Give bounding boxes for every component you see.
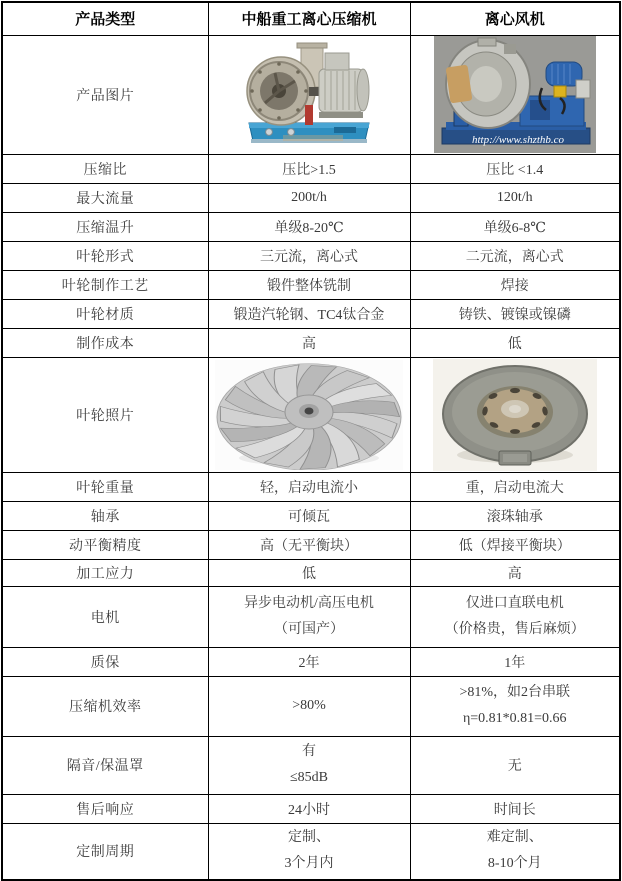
row-label: 定制周期 [2, 823, 208, 880]
row-label: 叶轮材质 [2, 299, 208, 328]
row-impeller-material [2, 299, 620, 328]
value-cell: 无 [410, 736, 620, 794]
row-label: 压缩比 [2, 154, 208, 183]
value-cell: 1年 [410, 647, 620, 676]
value-cell: 低 [410, 328, 620, 357]
row-impeller-process [2, 270, 620, 299]
row-customization-period [2, 823, 620, 880]
header-fan: 离心风机 [410, 2, 620, 35]
row-compression-ratio [2, 154, 620, 183]
value-cell: 单级8-20℃ [208, 212, 410, 241]
value-cell: 低 [208, 559, 410, 586]
row-motor [2, 586, 620, 647]
value-cell: 有 ≤85dB [208, 736, 410, 794]
row-label: 叶轮制作工艺 [2, 270, 208, 299]
value-cell: 铸铁、镀镍或镍磷 [410, 299, 620, 328]
header-product-type: 产品类型 [2, 2, 208, 35]
value-cell: 高（无平衡块） [208, 530, 410, 559]
machined-impeller-photo [215, 360, 403, 470]
row-aftersales-response [2, 794, 620, 823]
row-machining-stress [2, 559, 620, 586]
value-cell: 可倾瓦 [208, 501, 410, 530]
value-cell: >80% [208, 676, 410, 736]
row-label: 轴承 [2, 501, 208, 530]
row-label: 电机 [2, 586, 208, 647]
value-cell: 锻造汽轮钢、TC4钛合金 [208, 299, 410, 328]
value-cell: 滚珠轴承 [410, 501, 620, 530]
value-cell: >81%，如2台串联 η=0.81*0.81=0.66 [410, 676, 620, 736]
value-cell: 轻，启动电流小 [208, 472, 410, 501]
row-impeller-photos [2, 357, 620, 472]
value-cell: 重，启动电流大 [410, 472, 620, 501]
value-cell: 时间长 [410, 794, 620, 823]
row-temp-rise [2, 212, 620, 241]
row-label: 叶轮形式 [2, 241, 208, 270]
value-cell: 120t/h [410, 183, 620, 212]
fan-photo [434, 36, 596, 153]
row-bearing [2, 501, 620, 530]
row-sound-insulation [2, 736, 620, 794]
row-label: 售后响应 [2, 794, 208, 823]
value-cell: 异步电动机/高压电机 （可国产） [208, 586, 410, 647]
fan-photo-watermark: http://www.shzthb.co [471, 134, 564, 146]
value-cell: 2年 [208, 647, 410, 676]
row-label: 动平衡精度 [2, 530, 208, 559]
value-cell: 难定制、 8-10个月 [410, 823, 620, 880]
value-cell: 仅进口直联电机 （价格贵，售后麻烦） [410, 586, 620, 647]
row-label: 质保 [2, 647, 208, 676]
value-cell: 高 [208, 328, 410, 357]
row-production-cost [2, 328, 620, 357]
row-warranty [2, 647, 620, 676]
fan-photo-cell [410, 35, 620, 154]
row-impeller-type [2, 241, 620, 270]
header-row [2, 2, 620, 35]
row-label: 叶轮照片 [2, 357, 208, 472]
value-cell: 压比 <1.4 [410, 154, 620, 183]
row-label: 压缩机效率 [2, 676, 208, 736]
cast-impeller-cell [410, 357, 620, 472]
value-cell: 定制、 3个月内 [208, 823, 410, 880]
cast-impeller-photo [433, 359, 597, 471]
header-compressor: 中船重工离心压缩机 [208, 2, 410, 35]
row-impeller-weight [2, 472, 620, 501]
row-label: 产品图片 [2, 35, 208, 154]
row-product-photos [2, 35, 620, 154]
compressor-photo-cell [208, 35, 410, 154]
row-max-flow [2, 183, 620, 212]
value-cell: 锻件整体铣制 [208, 270, 410, 299]
value-cell: 高 [410, 559, 620, 586]
value-cell: 200t/h [208, 183, 410, 212]
compressor-photo [239, 39, 379, 151]
machined-impeller-cell [208, 357, 410, 472]
value-cell: 24小时 [208, 794, 410, 823]
row-label: 隔音/保温罩 [2, 736, 208, 794]
value-cell: 低（焊接平衡块） [410, 530, 620, 559]
row-label: 制作成本 [2, 328, 208, 357]
row-label: 叶轮重量 [2, 472, 208, 501]
row-compressor-efficiency [2, 676, 620, 736]
row-label: 压缩温升 [2, 212, 208, 241]
value-cell: 焊接 [410, 270, 620, 299]
row-balance-precision [2, 530, 620, 559]
product-comparison-table [1, 1, 621, 881]
value-cell: 三元流，离心式 [208, 241, 410, 270]
row-label: 加工应力 [2, 559, 208, 586]
value-cell: 压比>1.5 [208, 154, 410, 183]
value-cell: 单级6-8℃ [410, 212, 620, 241]
row-label: 最大流量 [2, 183, 208, 212]
value-cell: 二元流，离心式 [410, 241, 620, 270]
